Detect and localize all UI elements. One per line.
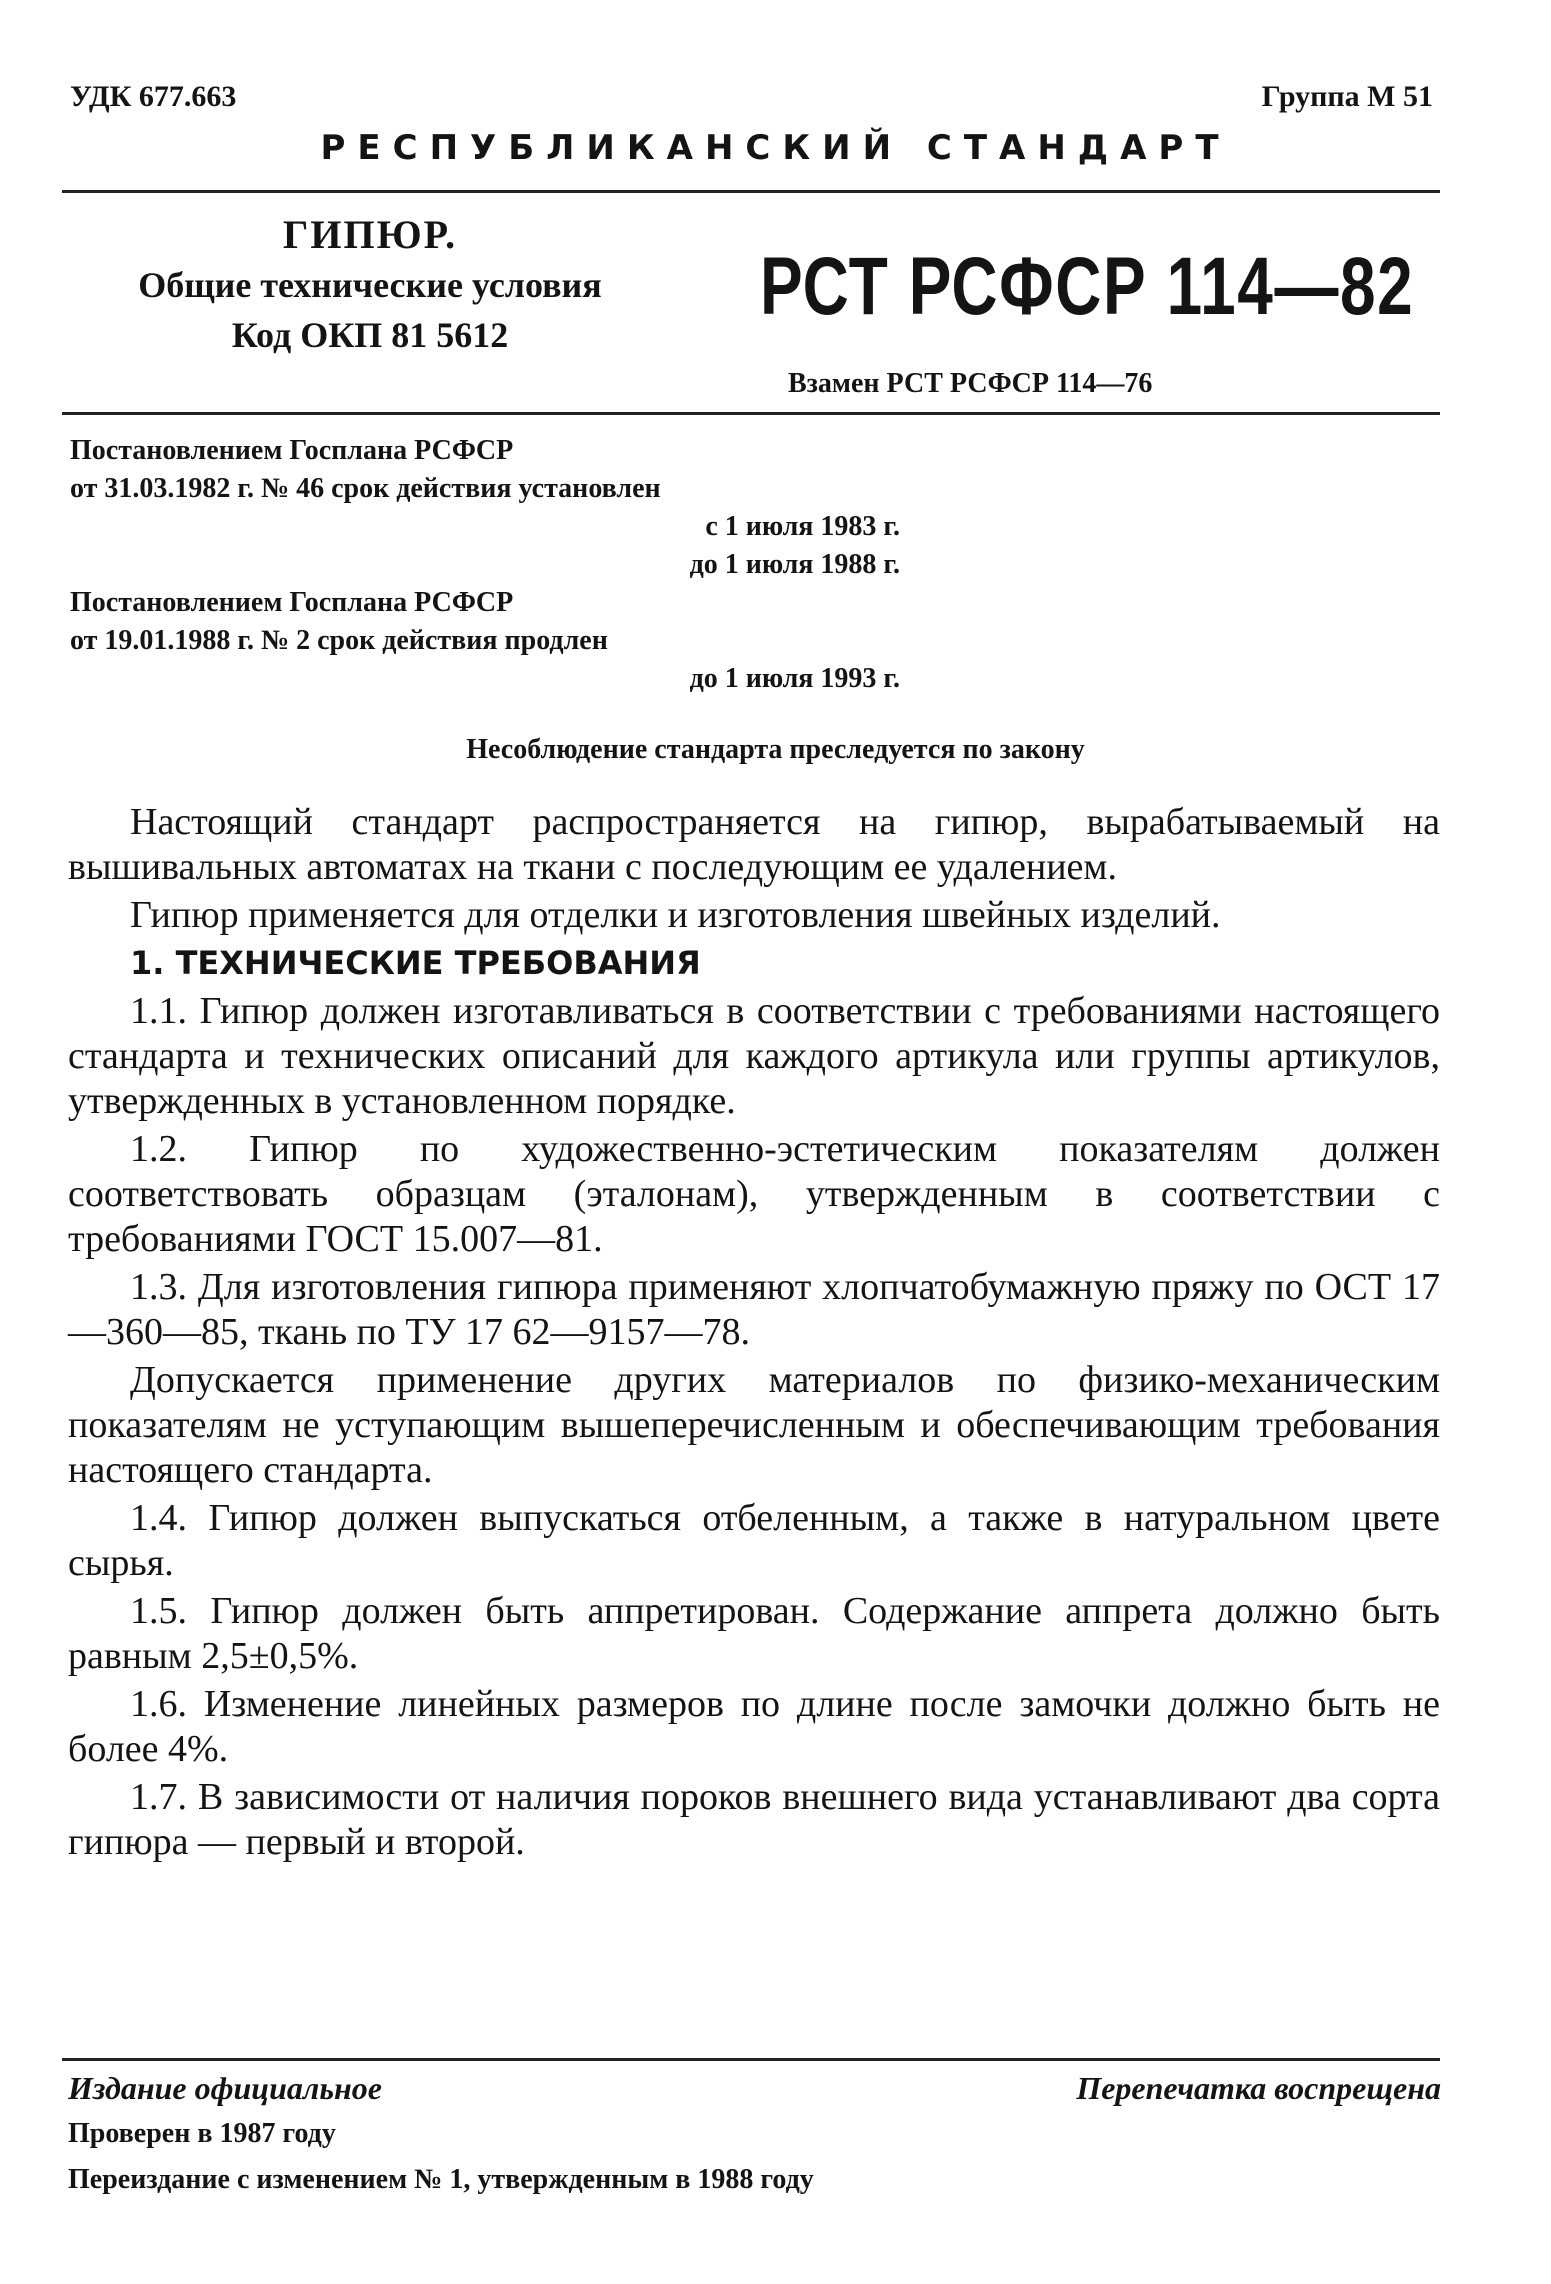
reprint-prohibited-note: Перепечатка воспрещена [1076,2070,1441,2106]
clause-1-3-addendum: Допускается применение других материалов по физико-механическим показателям не уступающим вышеперечисленным и обеспечивающим требования настоящего стандарта. [68,1359,1440,1491]
title-block [70,210,670,360]
standard-type-heading: РЕСПУБЛИКАНСКИЙ СТАНДАРТ [320,128,1231,168]
document-subtitle: Общие технические условия [138,265,602,305]
top-divider [62,190,1440,193]
decree-1-line-3: с 1 июля 1983 г. [705,511,900,542]
standard-designation: РСТ РСФСР 114—82 [760,241,1415,332]
clause-1-3: 1.3. Для изготовления гипюра применяют хлопчатобумажную пряжу по ОСТ 17—360—85, ткань по ТУ 17 62—9157—78. [68,1266,1440,1353]
decree-2-line-2: от 19.01.1988 г. № 2 срок действия продлен [70,625,608,656]
decrees-block [70,432,970,698]
clause-1-7: 1.7. В зависимости от наличия пороков внешнего вида устанавливают два сорта гипюра — первый и второй. [68,1776,1440,1863]
intro-paragraph-1: Настоящий стандарт распространяется на гипюр, вырабатываемый на вышивальных автоматах на ткани с последующим ее удалением. [68,801,1440,888]
official-edition-note: Издание официальное [68,2070,382,2106]
document-title: ГИПЮР. [282,212,458,257]
decree-1-line-4: до 1 июля 1988 г. [689,549,900,580]
decree-1-line-2: от 31.03.1982 г. № 46 срок действия установлен [70,473,661,504]
title-divider [62,412,1440,415]
group-code: Группа М 51 [1261,80,1433,113]
replaces-note: Взамен РСТ РСФСР 114—76 [788,368,1153,399]
clause-1-5: 1.5. Гипюр должен быть аппретирован. Содержание аппрета должно быть равным 2,5±0,5%. [68,1590,1440,1677]
law-notice: Несоблюдение стандарта преследуется по закону [466,734,1085,765]
okp-code: Код ОКП 81 5612 [231,315,509,355]
clause-1-6: 1.6. Изменение линейных размеров по длине после замочки должно быть не более 4%. [68,1683,1440,1770]
decree-1-line-1: Постановлением Госплана РСФСР [70,435,514,466]
intro-paragraph-2: Гипюр применяется для отделки и изготовления швейных изделий. [130,894,1221,936]
clause-1-2: 1.2. Гипюр по художественно-эстетическим показателям должен соответствовать образцам (эталонам), утвержденным в соответствии с требованиями ГОСТ 15.007—81. [68,1128,1440,1260]
document-body [68,800,1440,1868]
section-heading: 1. ТЕХНИЧЕСКИЕ ТРЕБОВАНИЯ [130,944,701,982]
clause-1-1: 1.1. Гипюр должен изготавливаться в соответствии с требованиями настоящего стандарта и технических описаний для каждого артикула или группы артикулов, утвержденных в установленном порядке. [68,990,1440,1122]
udk-code: УДК 677.663 [70,80,237,113]
checked-note: Проверен в 1987 году [68,2118,336,2149]
clause-1-4: 1.4. Гипюр должен выпускаться отбеленным, а также в натуральном цвете сырья. [68,1497,1440,1584]
footer-divider [62,2058,1440,2061]
decree-2-line-3: до 1 июля 1993 г. [689,663,900,694]
decree-2-line-1: Постановлением Госплана РСФСР [70,587,514,618]
reissue-note: Переиздание с изменением № 1, утвержденным в 1988 году [68,2164,814,2195]
